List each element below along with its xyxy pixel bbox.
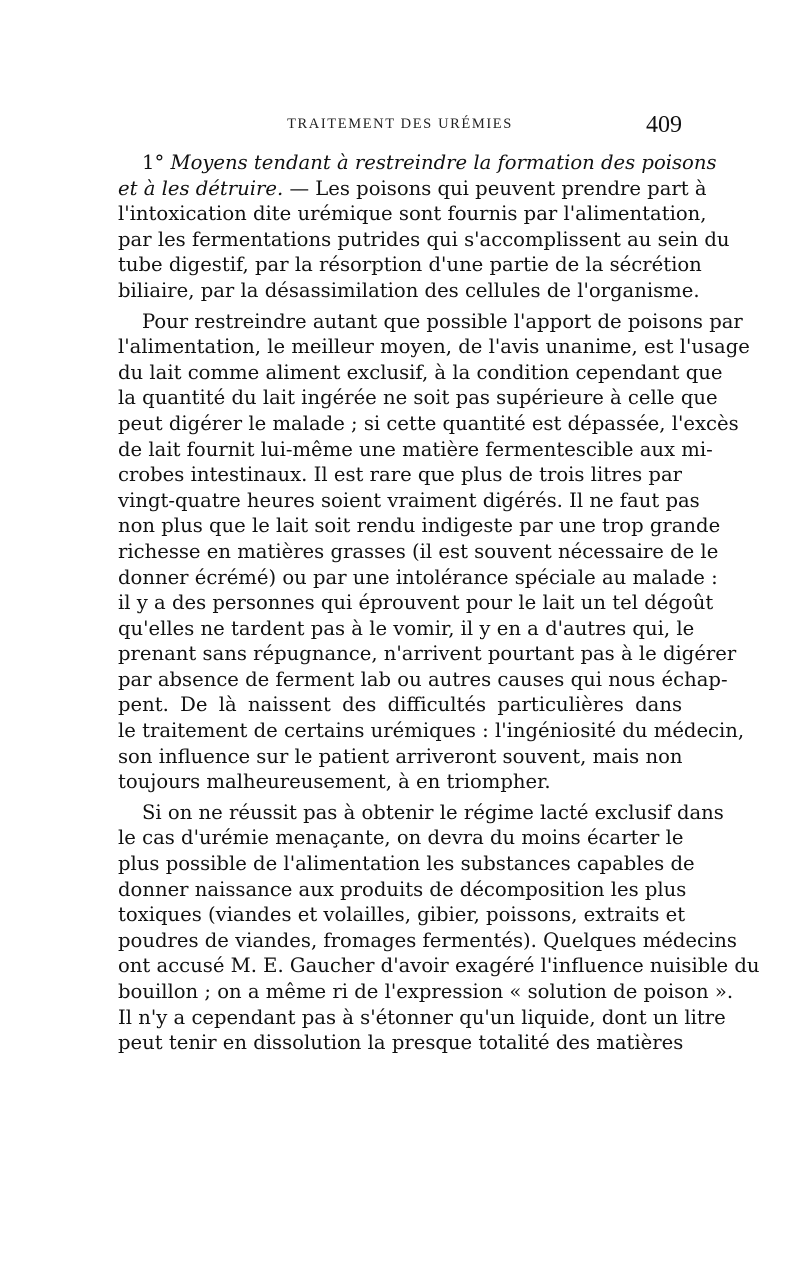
text-line — [118, 385, 718, 411]
running-title: TRAITEMENT DES URÉMIES — [287, 116, 513, 132]
text-segment: par les fermentations putrides qui s'accomplissent au sein du — [118, 227, 730, 251]
text-line — [118, 825, 682, 851]
text-line — [118, 278, 700, 304]
text-segment: tube digestif, par la résorption d'une partie de la sécrétion — [118, 253, 702, 277]
text-line — [118, 513, 721, 539]
text-segment: toujours malheureusement, à en triompher. — [118, 770, 551, 794]
text-line — [118, 692, 682, 718]
italic-text: et à les détruire. — [118, 176, 284, 200]
text-line — [118, 851, 695, 877]
text-line — [118, 979, 734, 1005]
text-line — [118, 744, 682, 770]
text-segment: de lait fournit lui-même une matière fermentescible aux mi- — [118, 437, 713, 461]
text-segment: Si on ne réussit pas à obtenir le régime lacté exclusif dans — [142, 800, 724, 824]
text-segment: toxiques (viandes et volailles, gibier, poissons, extraits et — [118, 903, 686, 927]
text-segment: Pour restreindre autant que possible l'apport de poisons par — [142, 309, 743, 333]
text-segment: richesse en matières grasses (il est souvent nécessaire de le — [118, 539, 719, 563]
text-line — [118, 227, 730, 253]
text-line — [118, 360, 723, 386]
text-segment: par absence de ferment lab ou autres causes qui nous échap- — [118, 667, 728, 691]
text-line — [118, 150, 717, 176]
text-segment: Il n'y a cependant pas à s'étonner qu'un liquide, dont un litre — [118, 1005, 726, 1029]
text-segment: l'intoxication dite urémique sont fournis par l'alimentation, — [118, 202, 707, 226]
text-line — [118, 411, 739, 437]
text-line — [118, 334, 750, 360]
text-line — [118, 176, 707, 202]
text-line — [118, 539, 719, 565]
text-segment: poudres de viandes, fromages fermentés). Quelques médecins — [118, 928, 737, 952]
text-segment: peut tenir en dissolution la presque totalité des matières — [118, 1031, 684, 1055]
text-segment: bouillon ; on a même ri de l'expression « solution de poison ». — [118, 980, 734, 1003]
text-segment: biliaire, par la désassimilation des cellules de l'organisme. — [118, 278, 700, 302]
paragraph — [118, 309, 750, 795]
text-line — [118, 902, 686, 928]
text-line — [118, 590, 714, 616]
text-segment: crobes intestinaux. Il est rare que plus de trois litres par — [118, 463, 682, 487]
text-segment: prenant sans répugnance, n'arrivent pourtant pas à le digérer — [118, 642, 737, 666]
italic-text: Moyens tendant à restreindre la formation des poisons — [170, 151, 717, 174]
text-segment: l'alimentation, le meilleur moyen, de l'avis unanime, est l'usage — [118, 335, 750, 359]
text-line — [118, 769, 682, 795]
text-segment: pent. De là naissent des difficultés particulières dans — [118, 693, 682, 717]
text-segment: la quantité du lait ingérée ne soit pas supérieure à celle que — [118, 386, 718, 410]
text-line — [118, 252, 702, 278]
text-segment: — Les poisons qui peuvent prendre part à — [283, 176, 707, 200]
paragraph — [118, 150, 730, 304]
text-segment: donner écrémé) ou par une intolérance spéciale au malade : — [118, 565, 718, 589]
text-line — [118, 616, 695, 642]
text-segment: le traitement de certains urémiques : l'ingéniosité du médecin, — [118, 719, 745, 743]
text-line — [118, 462, 682, 488]
body-text — [118, 150, 760, 1061]
text-line — [118, 800, 724, 826]
text-line — [118, 565, 718, 591]
text-line — [118, 953, 760, 979]
text-segment: non plus que le lait soit rendu indigeste par une trop grande — [118, 514, 721, 538]
text-segment: peut digérer le malade ; si cette quantité est dépassée, l'excès — [118, 411, 739, 435]
text-line — [118, 488, 700, 514]
text-line — [118, 667, 728, 693]
page-number: 409 — [646, 112, 682, 138]
text-segment: il y a des personnes qui éprouvent pour le lait un tel dégoût — [118, 591, 714, 615]
text-line — [118, 437, 713, 463]
text-line — [118, 877, 687, 903]
text-line — [118, 309, 743, 335]
text-segment: 1° — [142, 151, 171, 174]
text-line — [118, 718, 745, 744]
text-segment: vingt-quatre heures soient vraiment digérés. Il ne faut pas — [118, 488, 700, 512]
text-segment: ont accusé M. E. Gaucher d'avoir exagéré l'influence nuisible du — [118, 954, 760, 978]
text-segment: du lait comme aliment exclusif, à la condition cependant que — [118, 360, 723, 384]
text-segment: qu'elles ne tardent pas à le vomir, il y en a d'autres qui, le — [118, 616, 695, 640]
text-segment: plus possible de l'alimentation les substances capables de — [118, 852, 695, 876]
text-line — [118, 641, 737, 667]
text-line — [118, 1005, 726, 1031]
text-segment: son influence sur le patient arriveront souvent, mais non — [118, 744, 683, 768]
paragraph — [118, 800, 760, 1056]
text-line — [118, 1030, 682, 1056]
text-segment: le cas d'urémie menaçante, on devra du moins écarter le — [118, 826, 684, 850]
text-segment: donner naissance aux produits de décomposition les plus — [118, 877, 687, 901]
page-header — [118, 112, 682, 142]
text-line — [118, 201, 707, 227]
text-line — [118, 928, 737, 954]
